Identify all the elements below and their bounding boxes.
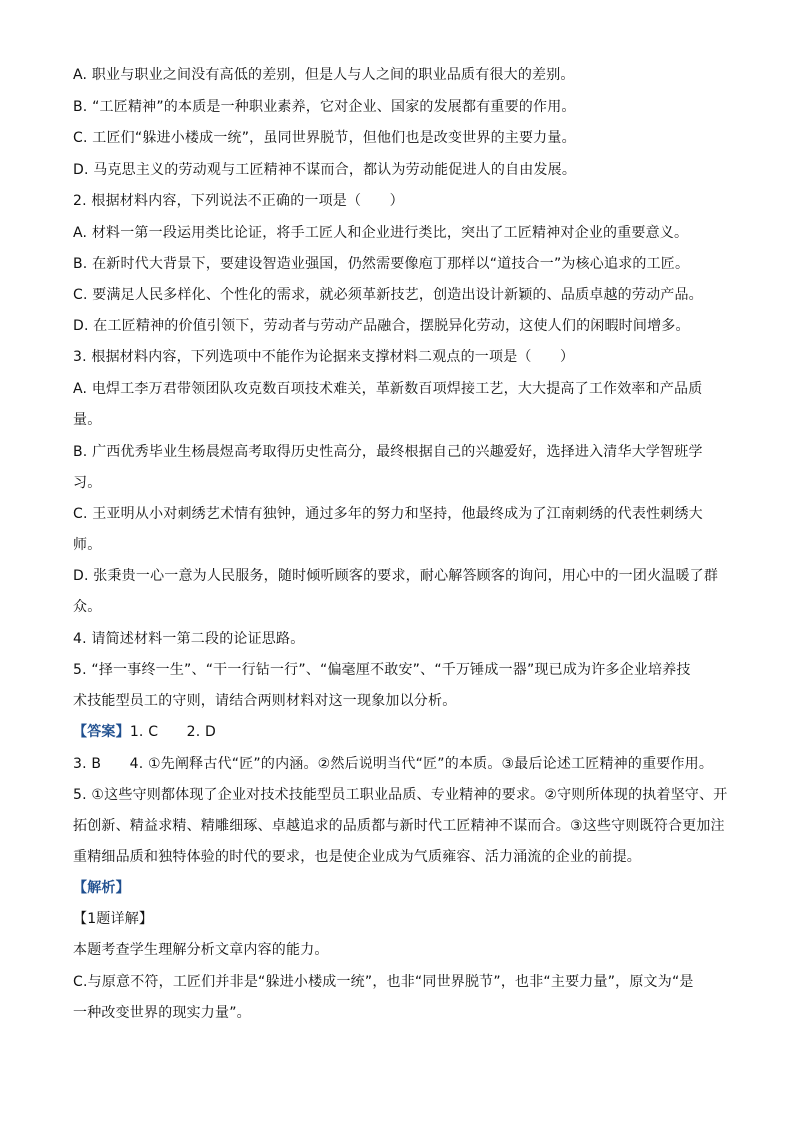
option-b-line: B. “工匠精神”的本质是一种职业素养，它对企业、国家的发展都有重要的作用。 (73, 99, 576, 115)
answer-5-cont-1: 拓创新、精益求精、精雕细琢、卓越追求的品质都与新时代工匠精神不谋而合。③这些守则既符合更加注 (73, 818, 725, 834)
option-c-line: C. 工匠们“躲进小楼成一统”，虽同世界脱节，但他们也是改变世界的主要力量。 (73, 130, 576, 146)
question-5-cont: 术技能型员工的守则，请结合两则材料对这一现象加以分析。 (73, 693, 457, 709)
answer-3-4: 3. B 4. ①先阐释古代“匠”的内涵。②然后说明当代“匠”的本质。③最后论述工匠精神的重要作用。 (73, 756, 714, 772)
answer-5: 5. ①这些守则都体现了企业对技术技能型员工职业品质、专业精神的要求。②守则所体现的执着坚守、开 (73, 787, 728, 803)
analysis-tag: 【解析】 (73, 880, 130, 896)
option-a-line: A. 职业与职业之间没有高低的差别，但是人与人之间的职业品质有很大的差别。 (73, 67, 575, 83)
q2-option-c: C. 要满足人民多样化、个性化的需求，就必须革新技艺，创造出设计新颖的、品质卓越的劳动产品。 (73, 287, 703, 303)
q3-option-c: C. 王亚明从小对刺绣艺术情有独钟，通过多年的努力和坚持，他最终成为了江南刺绣的代表性刺绣大 (73, 506, 703, 522)
q3-option-a-cont: 量。 (73, 412, 102, 428)
question-5: 5. “择一事终一生”、“干一行钻一行”、“偏毫厘不敢安”、“千万锤成一器”现已成为许多企业培养技 (73, 662, 691, 678)
detail-line-3: 一种改变世界的现实力量”。 (73, 1005, 251, 1021)
detail-line-1: 本题考查学生理解分析文章内容的能力。 (73, 942, 329, 958)
answer-1-2: 1. C 2. D (129, 724, 216, 740)
question-2: 2. 根据材料内容，下列说法不正确的一项是（ ） (73, 193, 404, 209)
q3-option-c-cont: 师。 (73, 537, 102, 553)
q2-option-a: A. 材料一第一段运用类比论证，将手工匠人和企业进行类比，突出了工匠精神对企业的重要意义。 (73, 225, 689, 241)
question-3: 3. 根据材料内容，下列选项中不能作为论据来支撑材料二观点的一项是（ ） (73, 349, 575, 365)
answer-tag: 【答案】 (73, 724, 130, 740)
q3-option-b: B. 广西优秀毕业生杨晨煜高考取得历史性高分，最终根据自己的兴趣爱好，选择进入清华大学智班学 (73, 444, 703, 460)
q2-option-b: B. 在新时代大背景下，要建设智造业强国，仍然需要像庖丁那样以“道技合一”为核心追求的工匠。 (73, 256, 690, 272)
answer-5-cont-2: 重精细品质和独特体验的时代的要求，也是使企业成为气质雍容、活力涌流的企业的前提。 (73, 849, 641, 865)
detail-heading: 【1题详解】 (73, 911, 154, 927)
q2-option-d: D. 在工匠精神的价值引领下，劳动者与劳动产品融合，摆脱异化劳动，这使人们的闲暇时间增多。 (73, 318, 690, 334)
q3-option-d: D. 张秉贵一心一意为人民服务，随时倾听顾客的要求，耐心解答顾客的询问，用心中的一团火温暖了群 (73, 568, 719, 584)
detail-line-2: C.与原意不符，工匠们并非是“躲进小楼成一统”，也非“同世界脱节”，也非“主要力量”，原文为“是 (73, 974, 694, 990)
question-4: 4. 请简述材料一第二段的论证思路。 (73, 631, 305, 647)
answer-line (73, 723, 216, 741)
q3-option-d-cont: 众。 (73, 599, 102, 615)
q3-option-b-cont: 习。 (73, 475, 102, 491)
q3-option-a: A. 电焊工李万君带领团队攻克数百项技术难关，革新数百项焊接工艺，大大提高了工作效率和产品质 (73, 381, 703, 397)
option-d-line: D. 马克思主义的劳动观与工匠精神不谋而合，都认为劳动能促进人的自由发展。 (73, 162, 577, 178)
